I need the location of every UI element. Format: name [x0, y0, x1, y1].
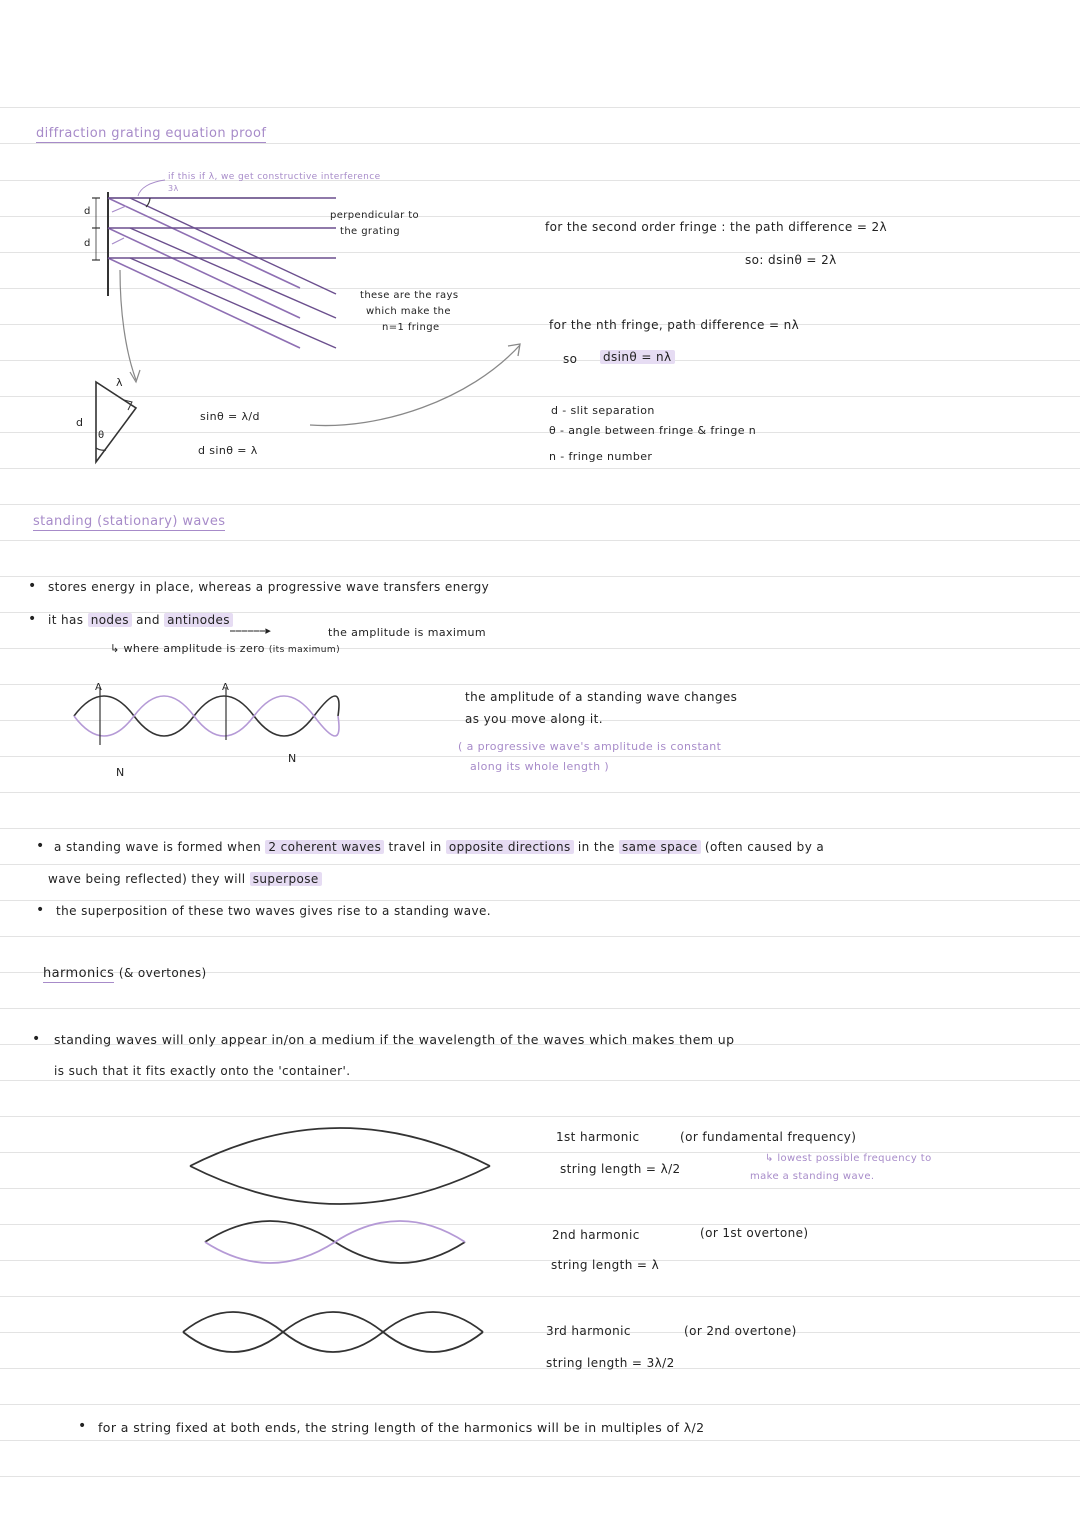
- sin-equation: sinθ = λ/d: [200, 410, 260, 423]
- h2-length: string length = λ: [551, 1258, 660, 1272]
- antinode-label-2: A: [222, 682, 230, 693]
- standing-bullet-1: stores energy in place, whereas a progressive wave transfers energy: [48, 580, 490, 594]
- harmonics-bullet-line2: is such that it fits exactly onto the 'container'.: [54, 1064, 351, 1078]
- triangle-theta: θ: [98, 430, 105, 441]
- h2-title: 2nd harmonic: [552, 1228, 640, 1242]
- harmonics-bullet-line1: standing waves will only appear in/on a medium if the wavelength of the waves which makes them up: [54, 1032, 735, 1047]
- antinodes-term: antinodes: [164, 613, 233, 627]
- superposition-line: the superposition of these two waves gives rise to a standing wave.: [56, 904, 491, 918]
- constructive-note: if this if λ, we get constructive interference: [168, 172, 381, 182]
- h1-note-line2: make a standing wave.: [750, 1171, 875, 1182]
- label-3lambda: 3λ: [168, 184, 179, 193]
- standing-bullet-2: it has nodes and antinodes: [48, 613, 233, 627]
- h3-length: string length = 3λ/2: [546, 1356, 675, 1370]
- perpendicular-note-line2: the grating: [340, 226, 400, 237]
- h1-note-line1: ↳ lowest possible frequency to: [765, 1153, 932, 1164]
- perpendicular-note-line1: perpendicular to: [330, 210, 420, 221]
- node-definition: ↳ where amplitude is zero (its maximum): [110, 642, 340, 655]
- h2-alt: (or 1st overtone): [700, 1226, 809, 1240]
- triangle-lambda: λ: [116, 376, 123, 389]
- definition-n: n - fringe number: [549, 450, 653, 463]
- h3-title: 3rd harmonic: [546, 1324, 631, 1338]
- bullet: •: [36, 902, 45, 918]
- bullet: •: [32, 1031, 41, 1047]
- antinode-label-1: A: [95, 682, 103, 693]
- harmonics-heading: harmonics (& overtones): [43, 966, 207, 981]
- second-order-text: for the second order fringe : the path difference = 2λ: [545, 220, 888, 234]
- diffraction-heading: diffraction grating equation proof: [36, 126, 267, 141]
- bullet: •: [78, 1418, 87, 1434]
- antinode-arrow: ⎯⎯⎯⎯⎯⎯▸: [230, 624, 272, 637]
- node-label-2: N: [288, 752, 297, 765]
- rays-note-line3: n=1 fringe: [382, 322, 440, 333]
- formation-line-1: a standing wave is formed when 2 coherent waves travel in opposite directions in the same space (often caused by a: [54, 840, 825, 854]
- harmonic-2-diagram: [205, 1221, 465, 1263]
- standing-wave-diagram: [74, 688, 339, 745]
- progressive-note-line1: ( a progressive wave's amplitude is constant: [458, 740, 722, 753]
- diffraction-grating-diagram: [92, 180, 520, 462]
- nth-so: so: [563, 352, 578, 366]
- nodes-term: nodes: [88, 613, 132, 627]
- progressive-note-line2: along its whole length ): [470, 760, 610, 773]
- bullet: •: [28, 578, 37, 594]
- triangle-d: d: [76, 416, 84, 429]
- h1-length: string length = λ/2: [560, 1162, 681, 1176]
- definition-theta: θ - angle between fringe & fringe n: [549, 424, 757, 437]
- h3-alt: (or 2nd overtone): [684, 1324, 797, 1338]
- harmonic-3-diagram: [183, 1312, 483, 1352]
- h1-title: 1st harmonic: [556, 1130, 640, 1144]
- bullet: •: [36, 838, 45, 854]
- rays-note-line1: these are the rays: [360, 290, 459, 301]
- nth-equation: dsinθ = nλ: [600, 350, 675, 364]
- node-label-1: N: [116, 766, 125, 779]
- nth-fringe-text: for the nth fringe, path difference = nλ: [549, 318, 800, 332]
- definition-d: d - slit separation: [551, 404, 655, 417]
- rays-note-line2: which make the: [366, 306, 451, 317]
- second-order-equation: so: dsinθ = 2λ: [745, 253, 837, 267]
- harmonic-1-diagram: [190, 1128, 490, 1204]
- label-d-lower: d: [84, 238, 91, 249]
- standing-heading: standing (stationary) waves: [33, 514, 226, 529]
- bullet: •: [28, 611, 37, 627]
- h1-alt: (or fundamental frequency): [680, 1130, 857, 1144]
- final-statement: for a string fixed at both ends, the string length of the harmonics will be in multiples of λ/2: [98, 1420, 705, 1435]
- dsin-equation: d sinθ = λ: [198, 444, 258, 457]
- antinode-definition: the amplitude is maximum: [328, 626, 486, 639]
- formation-line-2: wave being reflected) they will superpose: [48, 872, 322, 886]
- label-d-upper: d: [84, 206, 91, 217]
- amplitude-note-line2: as you move along it.: [465, 712, 603, 726]
- amplitude-note-line1: the amplitude of a standing wave changes: [465, 690, 738, 704]
